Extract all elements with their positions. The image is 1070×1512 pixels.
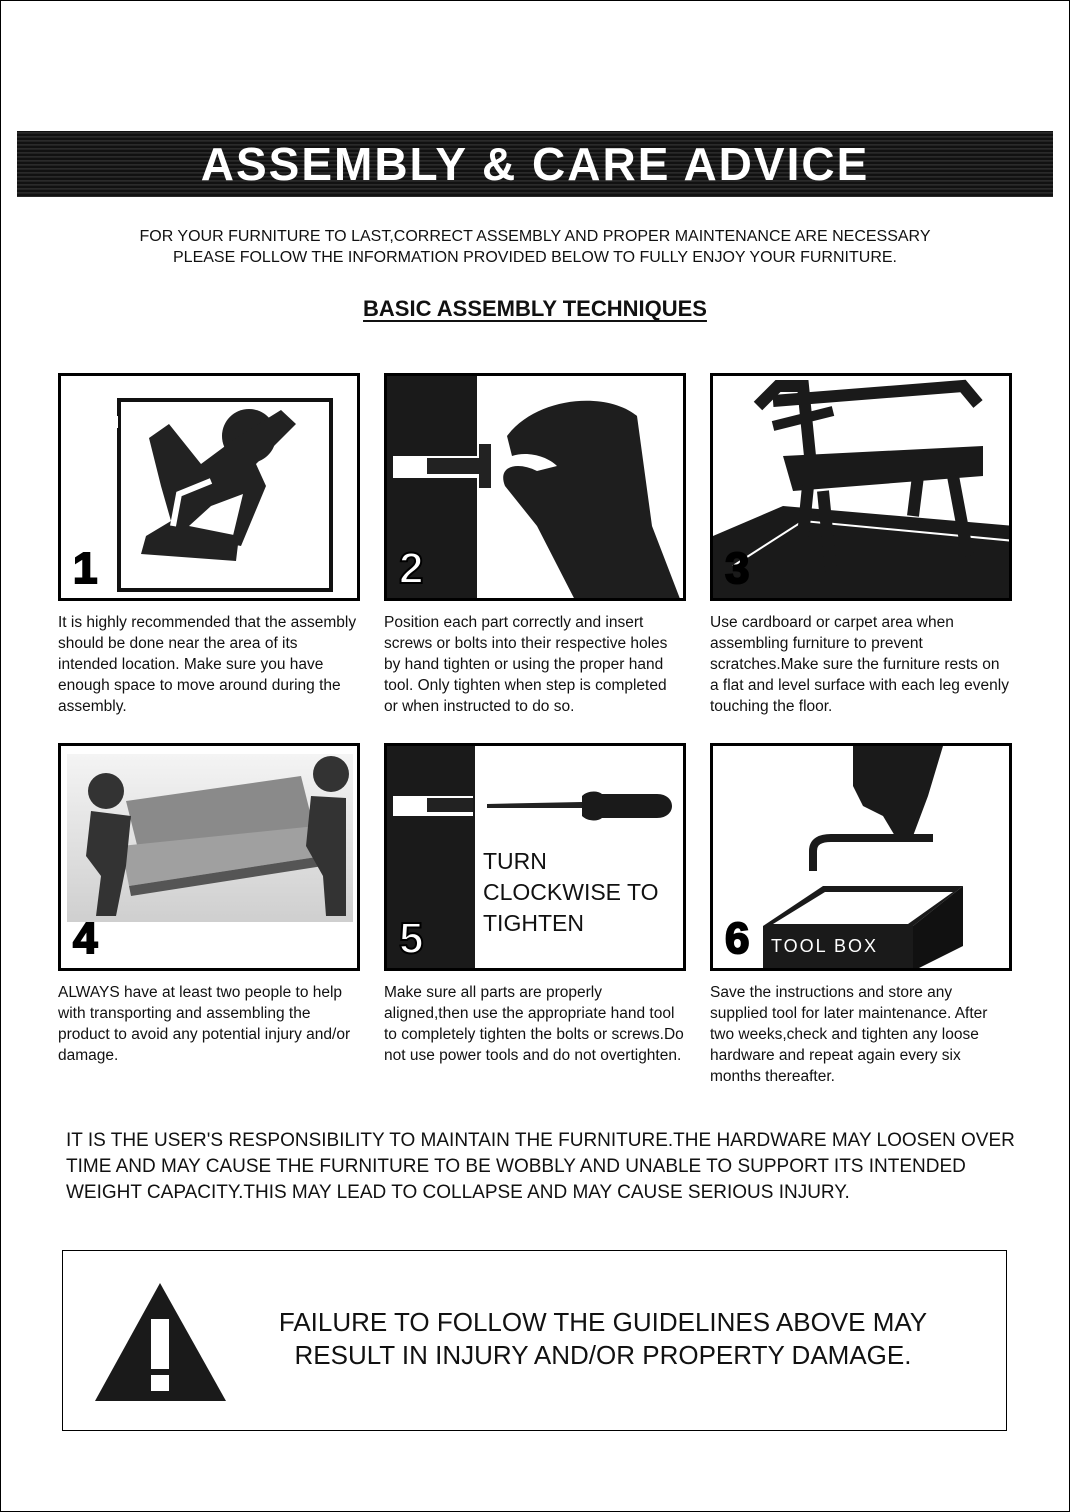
step-panel-6	[710, 743, 1012, 971]
intro-text	[0, 226, 1070, 268]
step-number-1: 1	[73, 544, 98, 593]
person-crouching-icon	[61, 376, 360, 601]
step-caption-4: ALWAYS have at least two people to help with transporting and assembling the product to avoid any potential injury and/or damage.	[58, 984, 351, 1064]
warning-box	[62, 1250, 1007, 1431]
turn-clockwise-text	[483, 846, 659, 939]
turn-line-3: TIGHTEN	[483, 910, 584, 936]
turn-line-1: TURN	[483, 848, 547, 874]
step-caption-6: Save the instructions and store any supplied tool for later maintenance. After two weeks,check and tighten any loose hardware and repeat again every six months thereafter.	[710, 984, 988, 1085]
step-number-6: 6	[725, 914, 750, 963]
step-panel-4	[58, 743, 360, 971]
chair-on-carpet-icon	[713, 376, 1012, 601]
responsibility-text: IT IS THE USER'S RESPONSIBILITY TO MAINTAIN THE FURNITURE.THE HARDWARE MAY LOOSEN OVER TIME AND MAY CAUSE THE FURNITURE TO BE WOBBLY AND UNABLE TO SUPPORT ITS INTENDED WEIGHT CAPACITY.THIS MAY LEAD TO COLLAPSE AND MAY CAUSE SERIOUS INJURY.	[66, 1130, 1015, 1203]
step-panel-3	[710, 373, 1012, 601]
warning-line-1: FAILURE TO FOLLOW THE GUIDELINES ABOVE MAY	[278, 1307, 928, 1337]
step-number-3: 3	[725, 544, 750, 593]
intro-line-1: FOR YOUR FURNITURE TO LAST,CORRECT ASSEMBLY AND PROPER MAINTENANCE ARE NECESSARY	[139, 228, 931, 245]
intro-line-2: PLEASE FOLLOW THE INFORMATION PROVIDED BELOW TO FULLY ENJOY YOUR FURNITURE.	[173, 249, 897, 266]
step-number-2: 2	[399, 544, 424, 593]
step-caption-5: Make sure all parts are properly aligned,then use the appropriate hand tool to completely tighten the bolts or screws.Do not use power tools and do not overtighten.	[384, 984, 684, 1064]
section-title	[0, 296, 1070, 322]
step-caption-1: It is highly recommended that the assembly should be done near the area of its intended location. Make sure you have enough space to move around during the assembly.	[58, 614, 357, 715]
warning-line-2: RESULT IN INJURY AND/OR PROPERTY DAMAGE.	[294, 1340, 912, 1370]
step-panel-1	[58, 373, 360, 601]
step-caption-2: Position each part correctly and insert screws or bolts into their respective holes by hand tighten or using the proper hand tool. Only tighten when step is completed or when instructed to do so.	[384, 614, 668, 715]
two-people-carrying-sofa-icon	[61, 746, 360, 971]
step-panel-2	[384, 373, 686, 601]
turn-line-2: CLOCKWISE TO	[483, 879, 659, 905]
warning-text	[213, 1306, 993, 1372]
hand-tightening-bolt-icon	[387, 376, 686, 601]
warning-triangle-icon	[93, 1281, 228, 1403]
step-number-5: 5	[399, 914, 424, 963]
section-title-text: BASIC ASSEMBLY TECHNIQUES	[363, 296, 707, 321]
step-number-4: 4	[73, 914, 98, 963]
title-banner	[17, 131, 1053, 197]
toolbox-label: TOOL BOX	[771, 936, 879, 956]
step-panel-5	[384, 743, 686, 971]
step-caption-3: Use cardboard or carpet area when assembling furniture to prevent scratches.Make sure the furniture rests on a flat and level surface with each leg evenly touching the floor.	[710, 614, 1009, 715]
page-title: ASSEMBLY & CARE ADVICE	[200, 138, 870, 190]
